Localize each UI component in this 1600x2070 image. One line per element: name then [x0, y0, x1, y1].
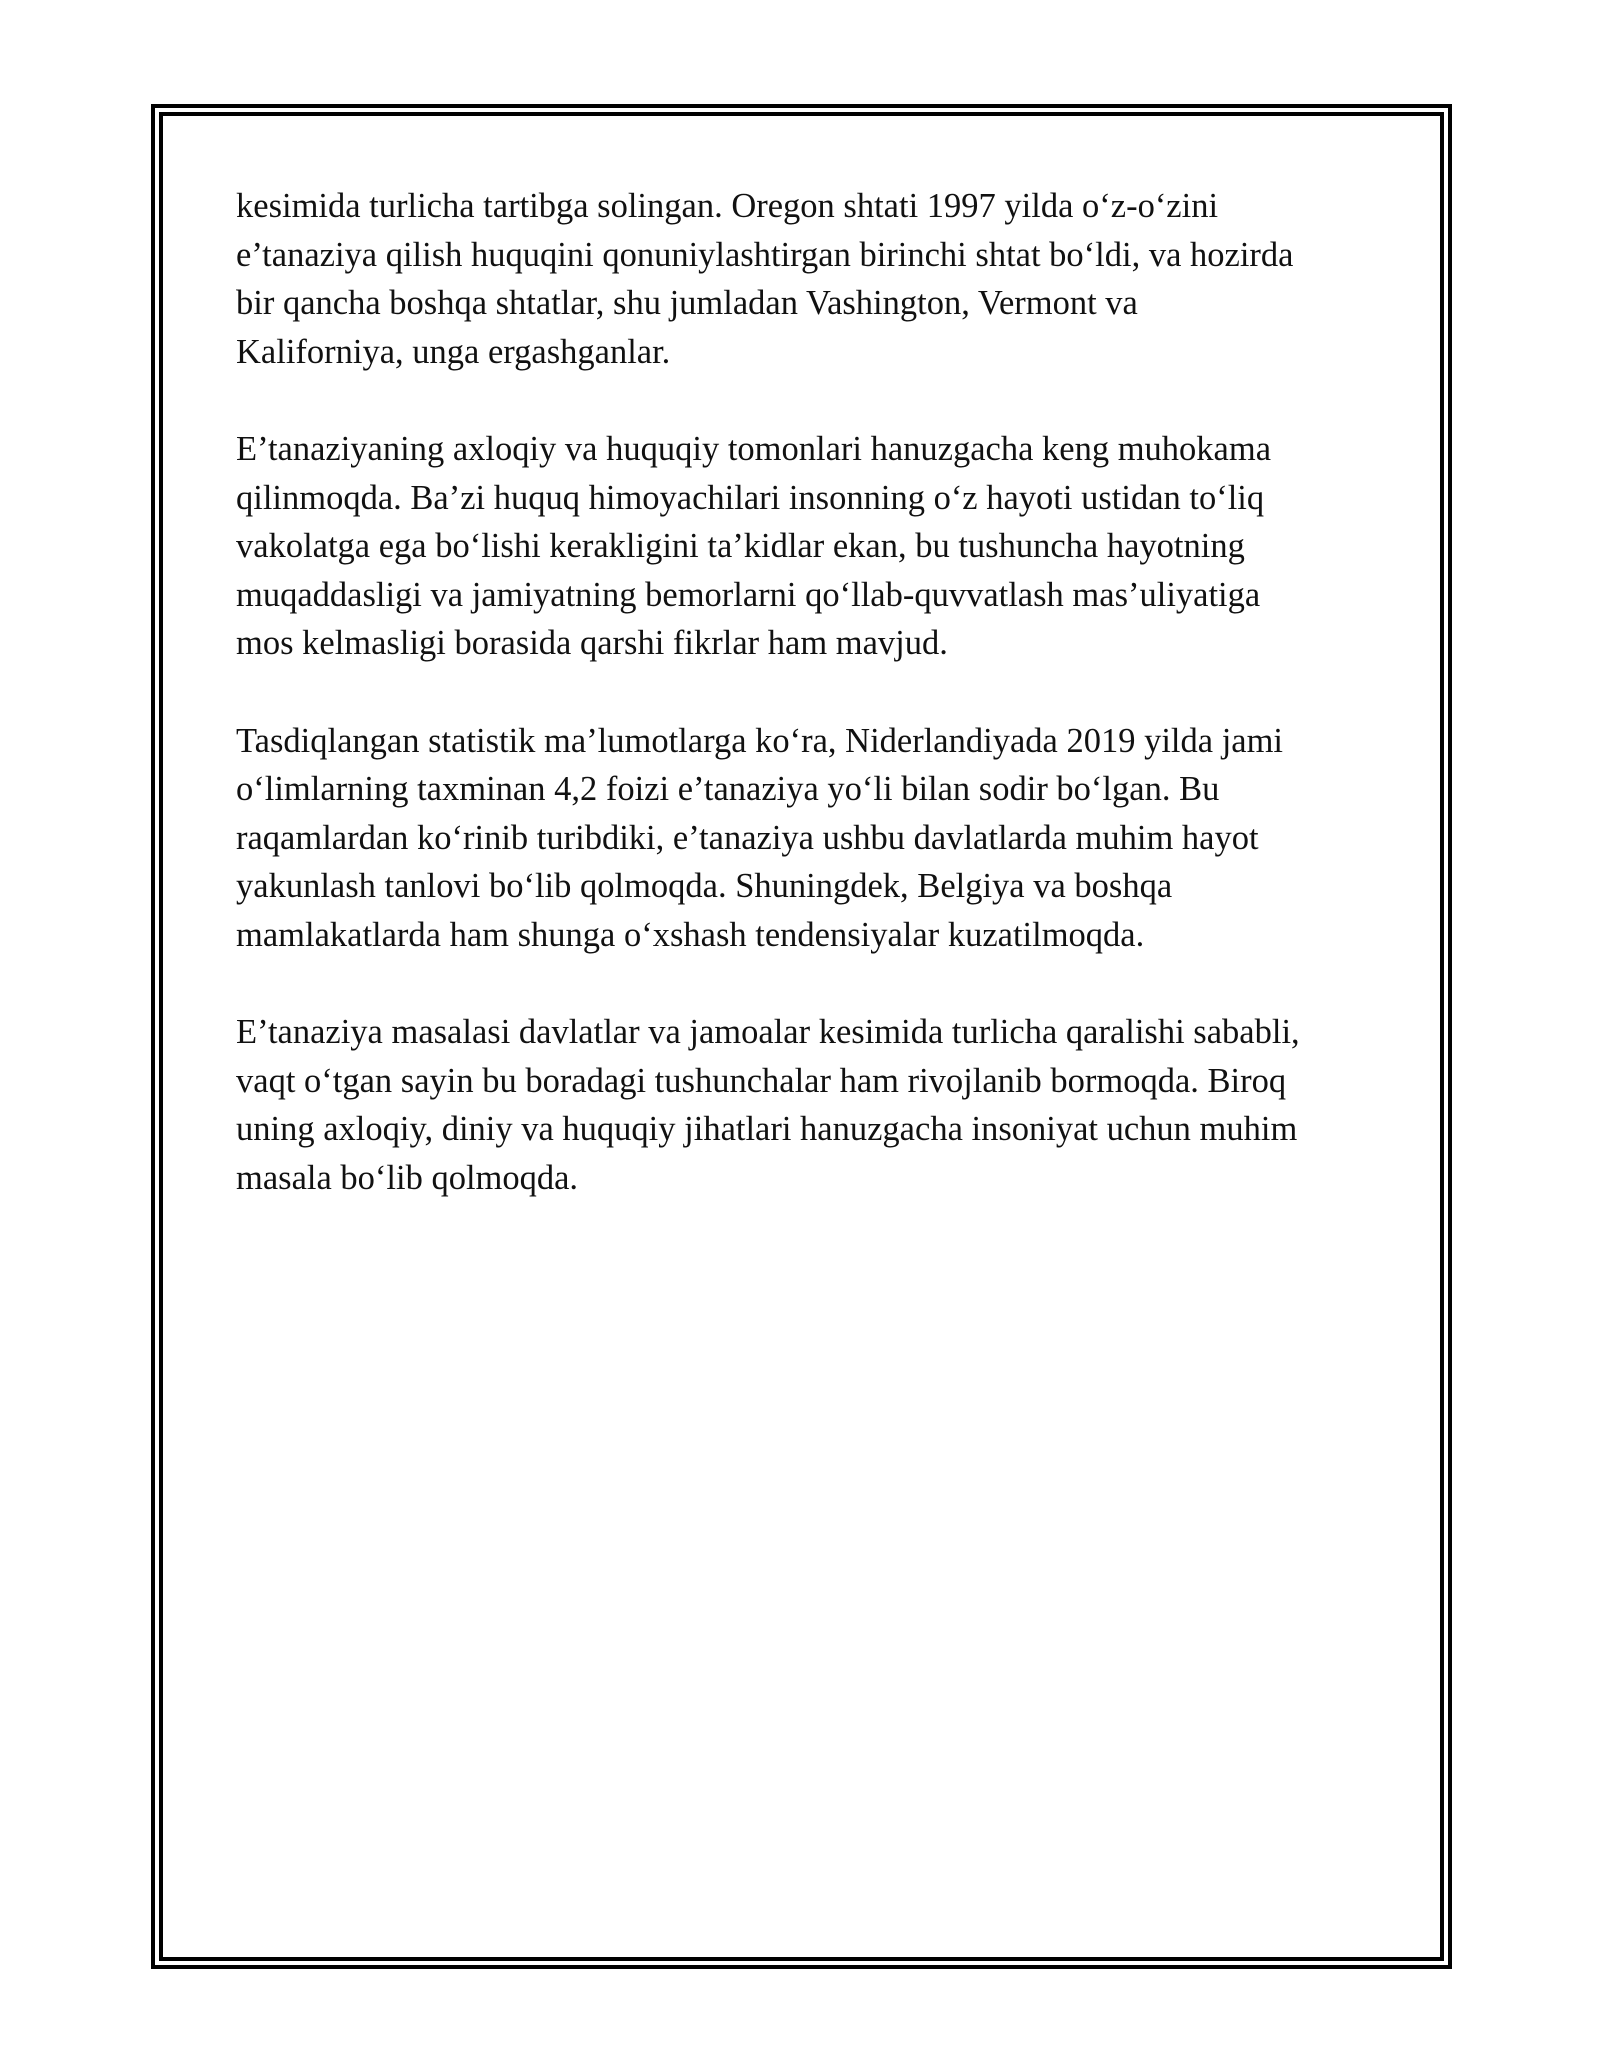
text-line: mos kelmasligi borasida qarshi fikrlar ham mavjud. — [236, 624, 948, 663]
paragraph-2 — [236, 425, 1386, 668]
paragraph-3 — [236, 717, 1386, 960]
text-line: uning axloqiy, diniy va huquqiy jihatlari hanuzgacha insoniyat uchun muhim — [236, 1110, 1298, 1149]
text-line: raqamlardan ko‘rinib turibdiki, e’tanaziya ushbu davlatlarda muhim hayot — [236, 818, 1259, 857]
document-body — [236, 182, 1386, 1251]
text-line: E’tanaziya masalasi davlatlar va jamoalar kesimida turlicha qaralishi sababli, — [236, 1013, 1300, 1052]
text-line: e’tanaziya qilish huquqini qonuniylashtirgan birinchi shtat bo‘ldi, va hozirda — [236, 235, 1294, 274]
text-line: muqaddasligi va jamiyatning bemorlarni qo‘llab-quvvatlash mas’uliyatiga — [236, 575, 1261, 614]
text-line: mamlakatlarda ham shunga o‘xshash tendensiyalar kuzatilmoqda. — [236, 915, 1145, 954]
text-line: qilinmoqda. Ba’zi huquq himoyachilari insonning o‘z hayoti ustidan to‘liq — [236, 478, 1265, 517]
paragraph-1 — [236, 182, 1386, 376]
text-line: Kaliforniya, unga ergashganlar. — [236, 332, 671, 371]
text-line: masala bo‘lib qolmoqda. — [236, 1158, 579, 1197]
paragraph-4 — [236, 1008, 1386, 1202]
text-line: kesimida turlicha tartibga solingan. Oregon shtati 1997 yilda o‘z-o‘zini — [236, 187, 1219, 225]
text-line: bir qancha boshqa shtatlar, shu jumladan Vashington, Vermont va — [236, 284, 1138, 323]
text-line: vaqt o‘tgan sayin bu boradagi tushunchalar ham rivojlanib bormoqda. Biroq — [236, 1061, 1287, 1100]
text-line: yakunlash tanlovi bo‘lib qolmoqda. Shuningdek, Belgiya va boshqa — [236, 867, 1173, 906]
text-line: Tasdiqlangan statistik ma’lumotlarga ko‘ra, Niderlandiyada 2019 yilda jami — [236, 721, 1284, 760]
text-line: o‘limlarning taxminan 4,2 foizi e’tanaziya yo‘li bilan sodir bo‘lgan. Bu — [236, 770, 1220, 809]
text-line: E’tanaziyaning axloqiy va huquqiy tomonlari hanuzgacha keng muhokama — [236, 429, 1272, 468]
text-line: vakolatga ega bo‘lishi kerakligini ta’kidlar ekan, bu tushuncha hayotning — [236, 527, 1245, 566]
